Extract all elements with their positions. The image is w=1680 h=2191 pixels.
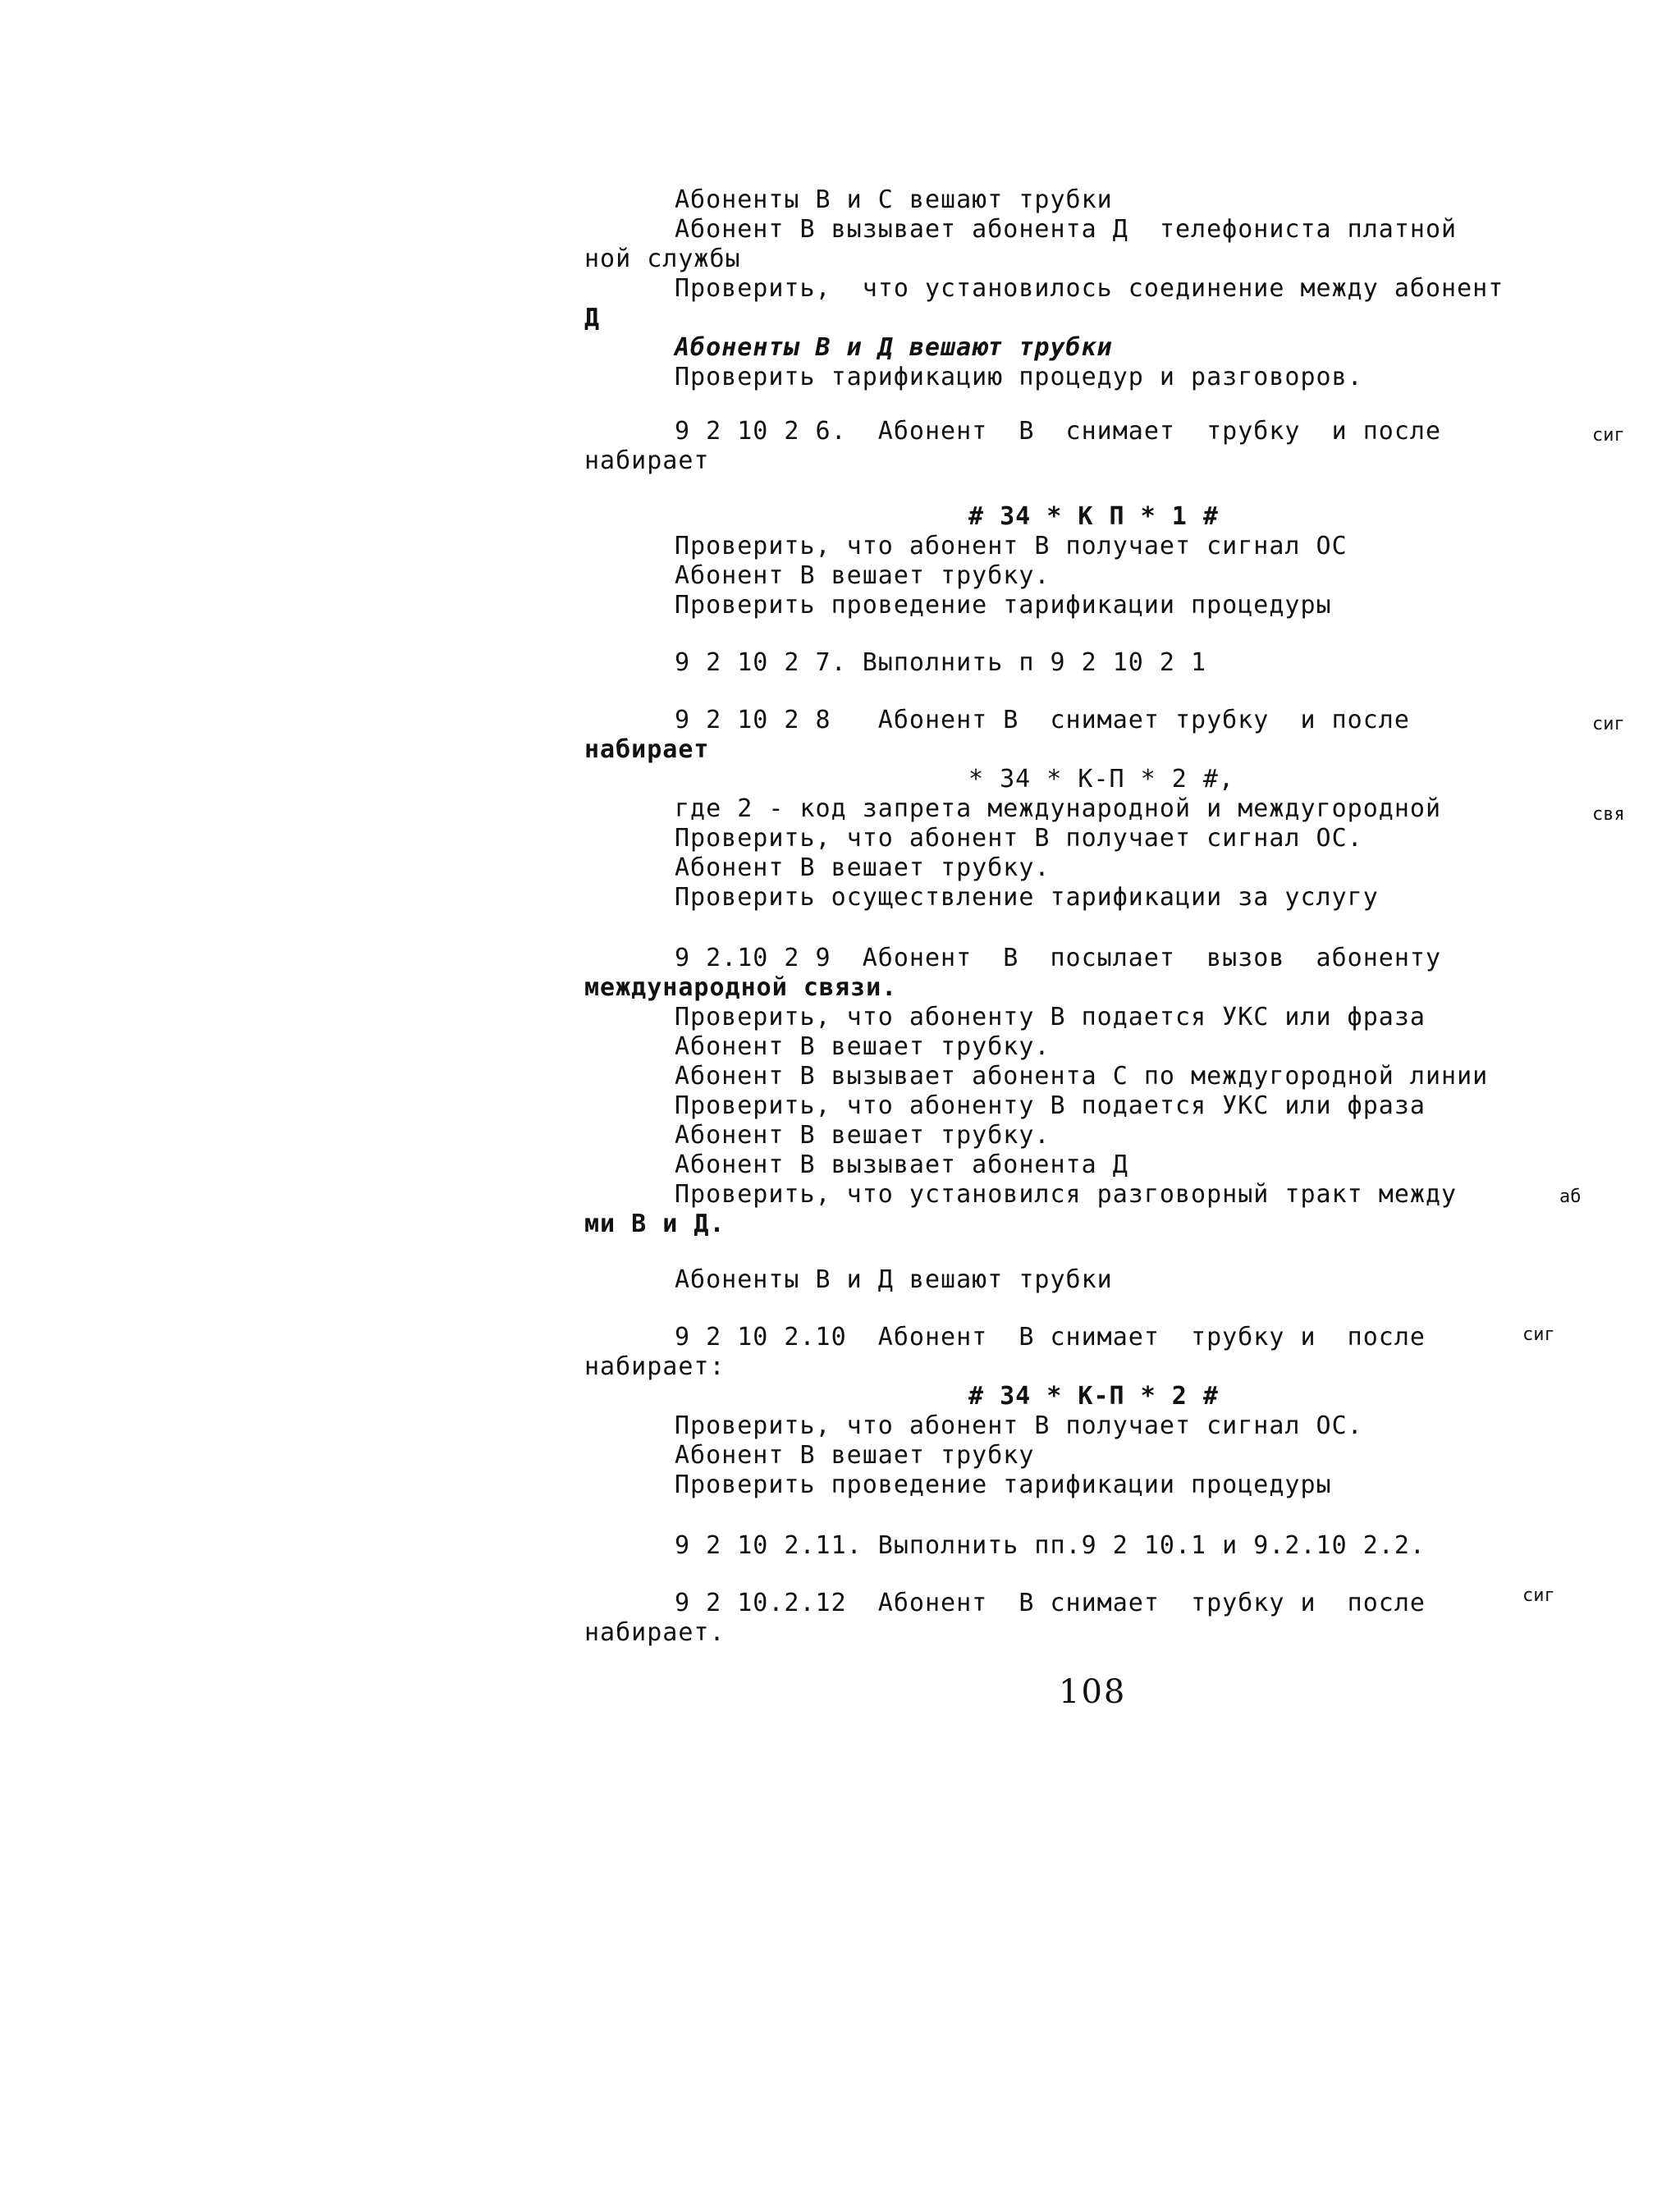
margin-fragment: аб: [1559, 1187, 1582, 1207]
margin-fragment: сиг: [1592, 425, 1625, 446]
text-line: Абонент В вешает трубку.: [675, 561, 1051, 590]
paragraph-heading: 9 2 10 2 6. Абонент В снимает трубку и после: [675, 417, 1442, 446]
text-line: Проверить, что абонент В получает сигнал ОС.: [675, 1411, 1363, 1440]
text-line: Д: [584, 304, 601, 332]
text-line: Абонент В вызывает абонента Д телефониста платной: [675, 215, 1458, 244]
margin-fragment: сиг: [1522, 1585, 1555, 1606]
margin-fragment: сиг: [1522, 1324, 1555, 1345]
text-line: Проверить проведение тарификации процедуры: [675, 591, 1332, 620]
text-line: ной службы: [584, 245, 741, 273]
page-number: 108: [1059, 1673, 1127, 1711]
dial-code: # 34 * К-П * 2 #: [968, 1382, 1219, 1411]
text-line: международной связи.: [584, 973, 898, 1002]
text-line: Проверить, что абонент В получает сигнал ОС: [675, 532, 1348, 560]
text-line: Проверить тарификацию процедур и разговоров.: [675, 363, 1363, 391]
text-line: набирает.: [584, 1618, 726, 1647]
paragraph-heading: 9 2.10 2 9 Абонент В посылает вызов абоненту: [675, 944, 1442, 972]
paragraph-heading: 9 2 10.2.12 Абонент В снимает трубку и после: [675, 1589, 1426, 1617]
text-line: Абоненты В и С вешают трубки: [675, 185, 1113, 214]
text-line: Проверить, что установилось соединение между абонент: [675, 274, 1504, 303]
text-line: Проверить, что абоненту В подается УКС или фраза: [675, 1003, 1426, 1031]
text-line: Проверить проведение тарификации процедуры: [675, 1471, 1332, 1499]
text-line: Абонент В вешает трубку.: [675, 853, 1051, 882]
text-line: Проверить, что установился разговорный тракт между: [675, 1180, 1458, 1209]
text-line: Абонент В вызывает абонента С по междугородной линии: [675, 1062, 1489, 1091]
text-line: Проверить осуществление тарификации за услугу: [675, 883, 1379, 912]
paragraph-heading: 9 2 10 2.10 Абонент В снимает трубку и после: [675, 1323, 1426, 1352]
dial-code: * 34 * К-П * 2 #,: [968, 765, 1235, 794]
text-line: Проверить, что абоненту В подается УКС или фраза: [675, 1091, 1426, 1120]
text-line: Абоненты В и Д вешают трубки: [675, 1265, 1113, 1294]
text-line: ми В и Д.: [584, 1210, 726, 1238]
paragraph-heading: 9 2 10 2 7. Выполнить п 9 2 10 2 1: [675, 648, 1207, 677]
text-line: набирает:: [584, 1352, 726, 1381]
text-line: Абонент В вешает трубку.: [675, 1121, 1051, 1150]
paragraph-heading: 9 2 10 2.11. Выполнить пп.9 2 10.1 и 9.2.10 2.2.: [675, 1531, 1426, 1560]
paragraph-heading: 9 2 10 2 8 Абонент В снимает трубку и после: [675, 706, 1410, 734]
text-line: набирает: [584, 735, 710, 764]
margin-fragment: свя: [1592, 804, 1625, 825]
margin-fragment: сиг: [1592, 714, 1625, 734]
text-line: Абоненты В и Д вешают трубки: [675, 333, 1113, 362]
text-line: Абонент В вешает трубку: [675, 1441, 1035, 1470]
text-line: Абонент В вызывает абонента Д: [675, 1150, 1128, 1179]
text-line: набирает: [584, 446, 710, 475]
text-line: Абонент В вешает трубку.: [675, 1032, 1051, 1061]
dial-code: # 34 * К П * 1 #: [968, 502, 1219, 531]
text-line: где 2 - код запрета международной и междугородной: [675, 794, 1442, 823]
text-line: Проверить, что абонент В получает сигнал ОС.: [675, 824, 1363, 853]
